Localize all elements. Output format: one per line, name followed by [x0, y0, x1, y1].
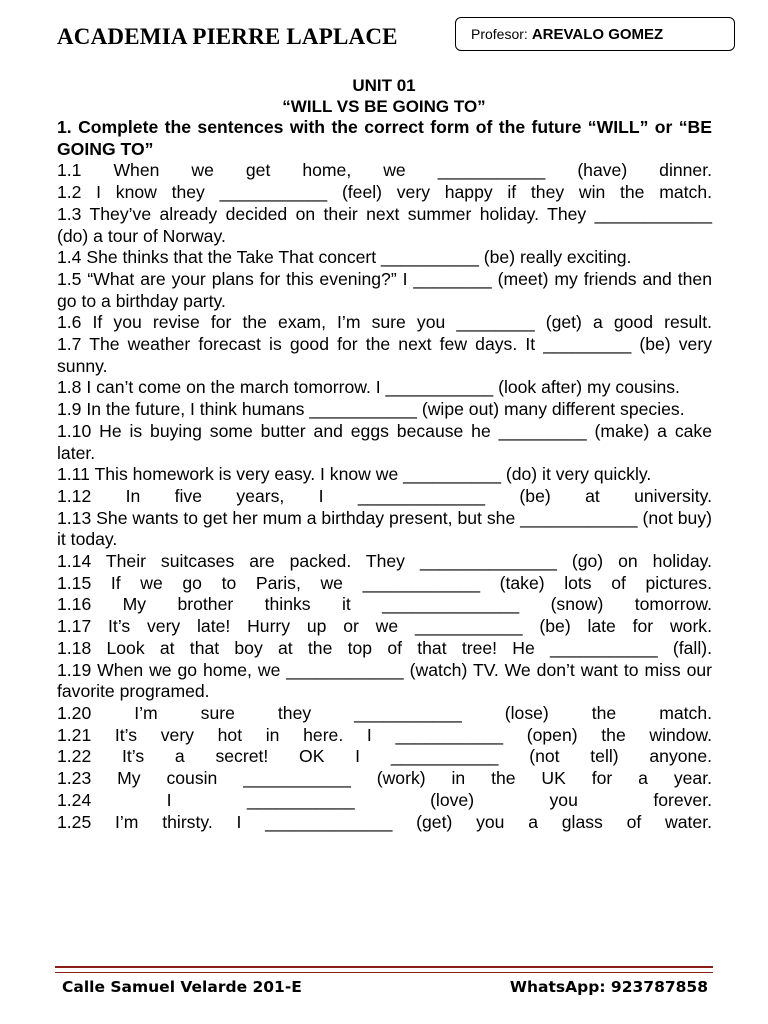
exercise-content — [57, 117, 712, 833]
footer-address: Calle Samuel Velarde 201-E — [62, 978, 302, 996]
exercise-item: 1.15 If we go to Paris, we ____________ (take) lots of pictures. — [57, 572, 712, 593]
professor-name: AREVALO GOMEZ — [531, 25, 664, 43]
exercise-item: 1.23 My cousin ___________ (work) in the UK for a year. — [57, 768, 712, 789]
exercise-item: 1.18 Look at that boy at the top of that tree! He ___________ (fall). — [57, 637, 712, 658]
footer-divider — [55, 966, 713, 974]
exercise-item: 1.1 When we get home, we ___________ (have) dinner. — [57, 160, 712, 181]
exercise-item: 1.11 This homework is very easy. I know we __________ (do) it very quickly. — [57, 464, 652, 485]
professor-label: Profesor: — [471, 26, 528, 42]
exercise-item: 1.12 In five years, I _____________ (be) at university. — [57, 485, 712, 506]
exercise-item: 1.24 I ___________ (love) you forever. — [57, 789, 712, 810]
exercise-item: 1.17 It’s very late! Hurry up or we ___________ (be) late for work. — [57, 616, 712, 637]
exercise-item: 1.8 I can’t come on the march tomorrow. I ___________ (look after) my cousins. — [57, 377, 680, 398]
exercise-item: 1.21 It’s very hot in here. I ___________ (open) the window. — [57, 724, 712, 745]
exercise-list — [57, 160, 712, 833]
exercise-item: 1.2 I know they ___________ (feel) very happy if they win the match. — [57, 182, 712, 203]
academy-title: ACADEMIA PIERRE LAPLACE — [57, 24, 398, 49]
professor-box — [455, 17, 735, 51]
exercise-item: 1.16 My brother thinks it ______________ (snow) tomorrow. — [57, 594, 712, 615]
exercise-item: 1.14 Their suitcases are packed. They ______________ (go) on holiday. — [57, 551, 712, 572]
exercise-item: 1.7 The weather forecast is good for the next few days. It _________ (be) very sunny. — [57, 334, 712, 376]
exercise-item: 1.25 I’m thirsty. I _____________ (get) you a glass of water. — [57, 811, 712, 832]
exercise-item: 1.13 She wants to get her mum a birthday present, but she ____________ (not buy) it today. — [57, 507, 712, 550]
exercise-item: 1.5 “What are your plans for this evening?” I ________ (meet) my friends and then go to a birthday party. — [57, 268, 712, 311]
exercise-item: 1.3 They’ve already decided on their next summer holiday. They ____________ (do) a tour of Norway. — [57, 203, 712, 246]
exercise-item: 1.9 In the future, I think humans ___________ (wipe out) many different species. — [57, 399, 685, 420]
footer-whatsapp: WhatsApp: 923787858 — [509, 978, 708, 996]
exercise-item: 1.20 I’m sure they ___________ (lose) the match. — [57, 702, 712, 723]
exercise-item: 1.4 She thinks that the Take That concert __________ (be) really exciting. — [57, 247, 632, 268]
unit-heading: UNIT 01 — [352, 76, 416, 95]
exercise-item: 1.19 When we go home, we ____________ (watch) TV. We don’t want to miss our favorite programed. — [57, 659, 712, 702]
exercise-item: 1.10 He is buying some butter and eggs because he _________ (make) a cake later. — [57, 420, 712, 463]
exercise-item: 1.6 If you revise for the exam, I’m sure you ________ (get) a good result. — [57, 312, 712, 333]
topic-heading: “WILL VS BE GOING TO” — [282, 97, 486, 116]
exercise-item: 1.22 It’s a secret! OK I ___________ (not tell) anyone. — [57, 746, 712, 767]
exercise-instruction: 1. Complete the sentences with the correct form of the future “WILL” or “BE GOING TO” — [57, 117, 712, 159]
